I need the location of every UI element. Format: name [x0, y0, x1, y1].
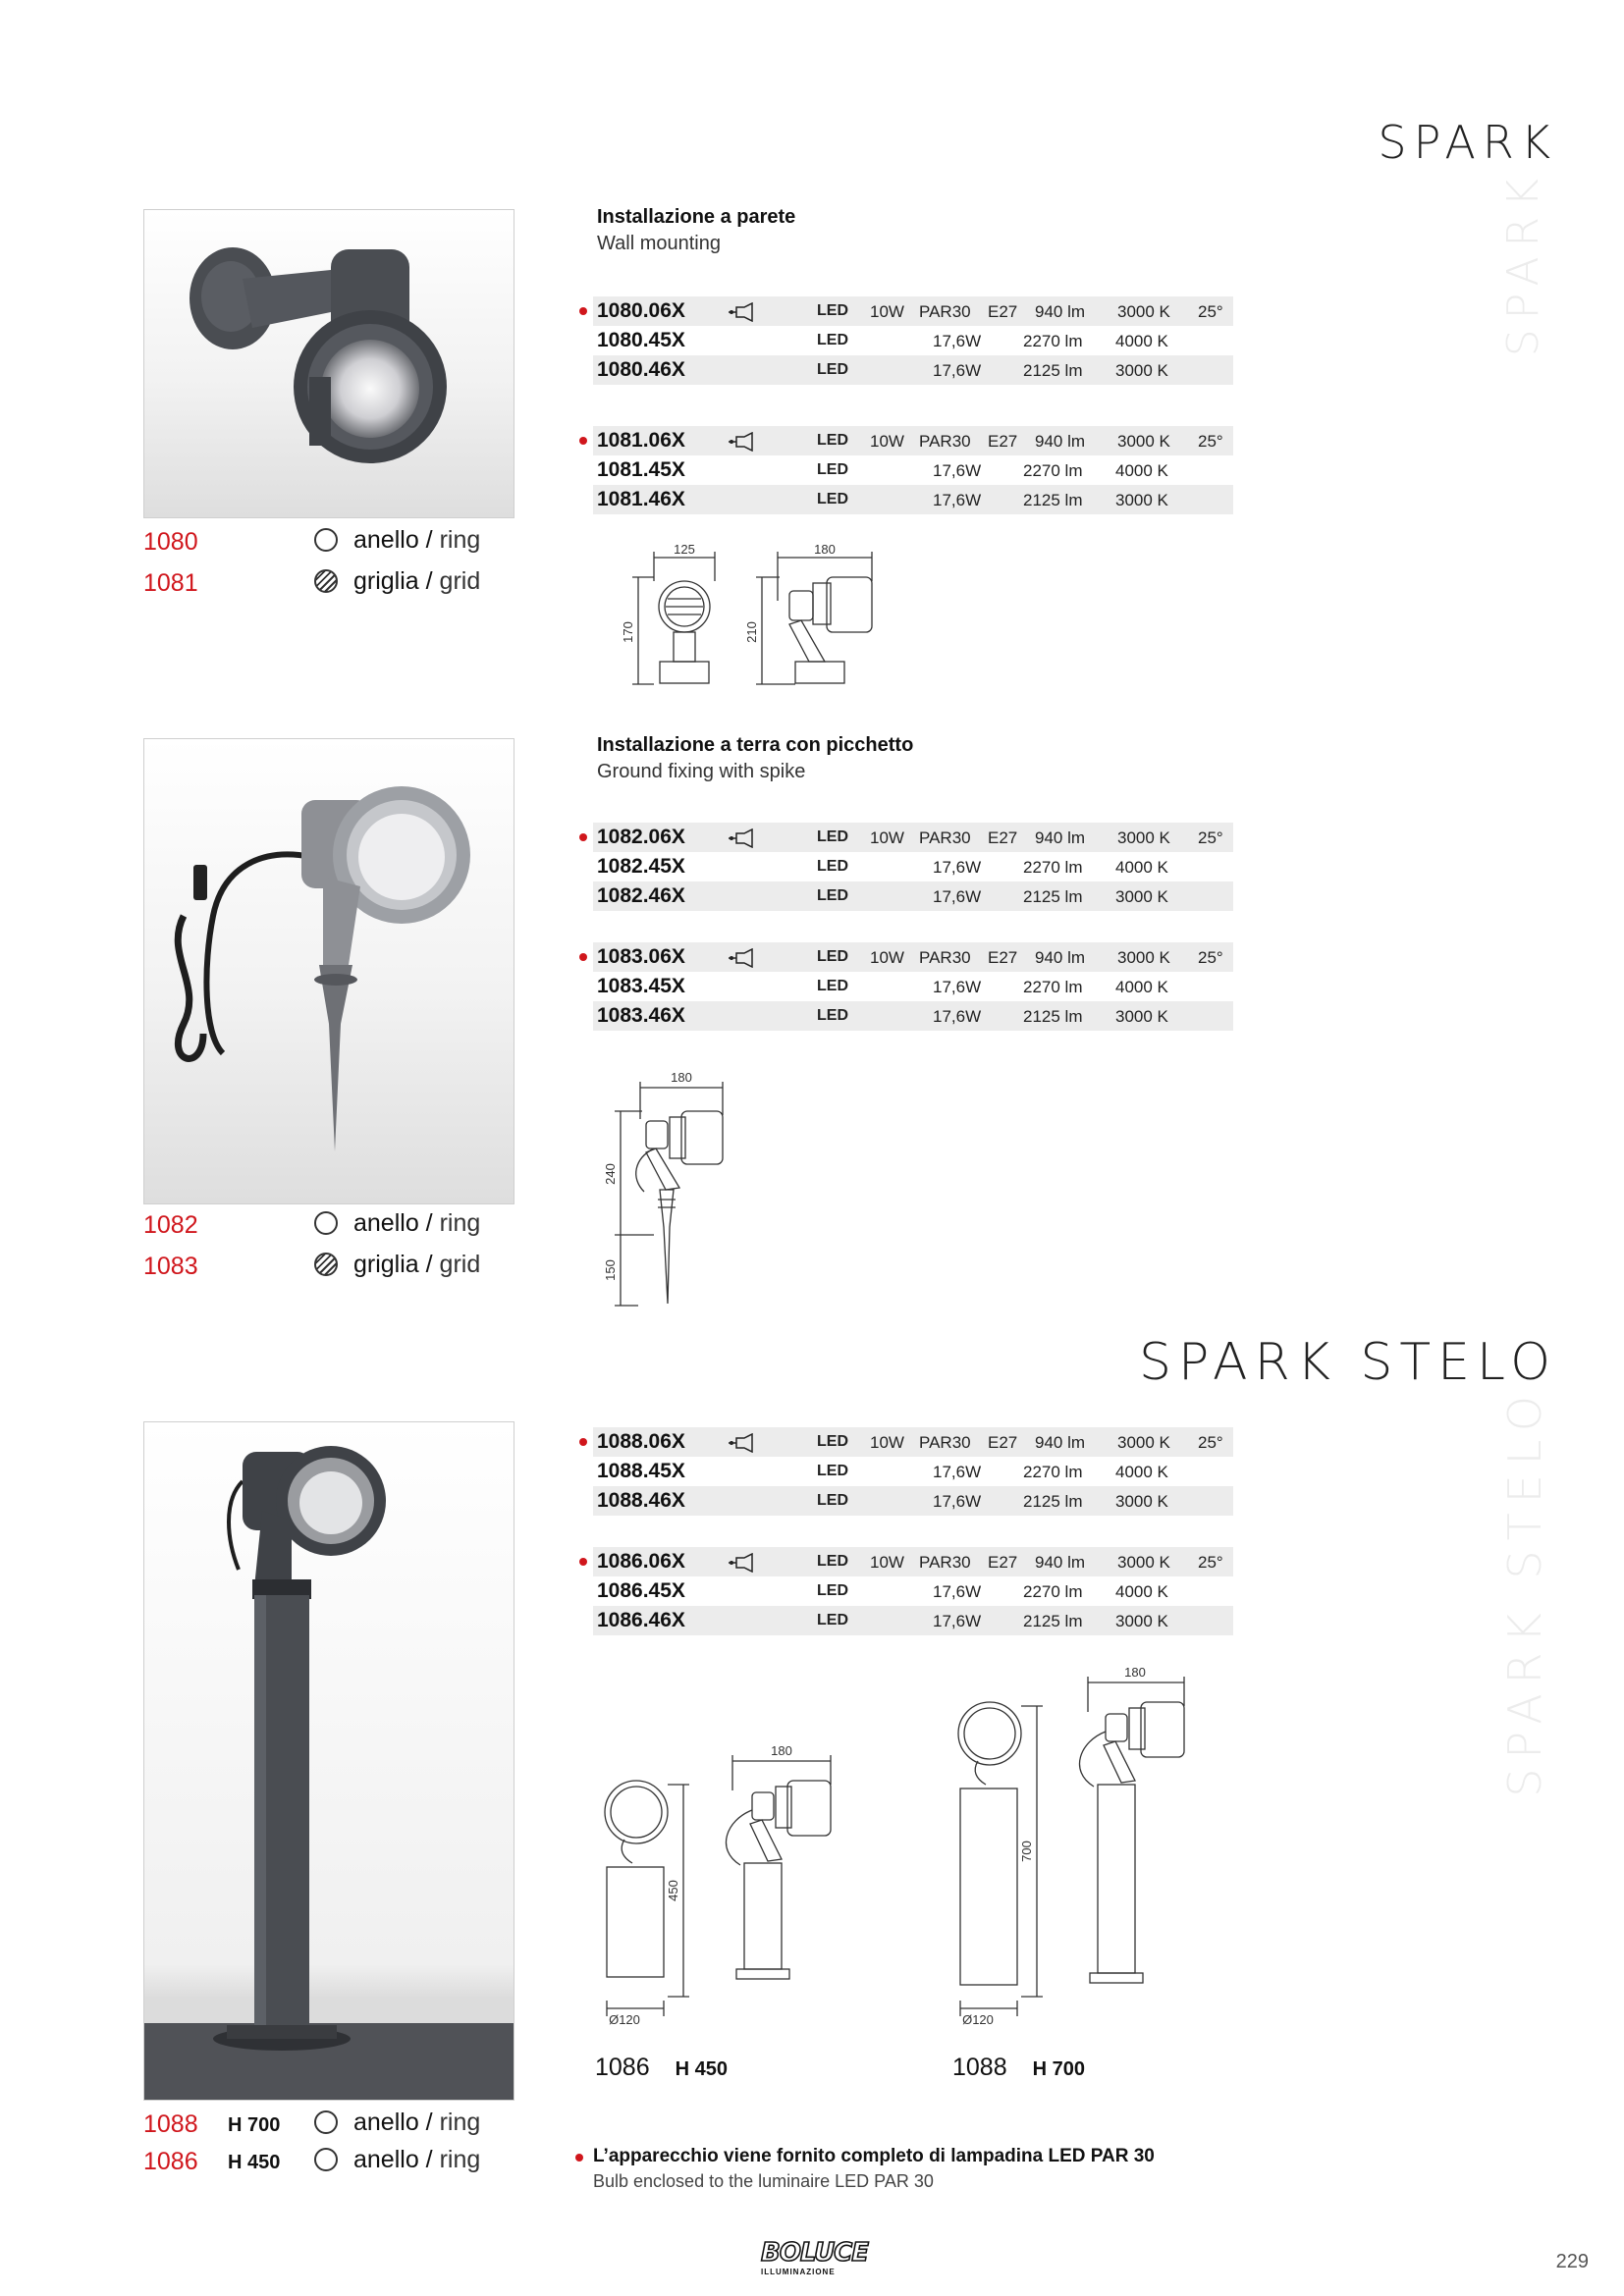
- ring-finish-icon: [314, 2148, 338, 2171]
- bulb-note: [593, 2146, 1155, 2192]
- table-row: 1086.46X LED 17,6W 2125 lm 3000 K: [593, 1606, 1233, 1635]
- dimension-drawing-1086: [589, 1741, 844, 2026]
- series-title-spark-vertical: SPARK: [1498, 169, 1548, 357]
- par-lamp-icon: [727, 828, 756, 848]
- table-row: 1082.45X LED 17,6W 2270 lm 4000 K: [597, 855, 1168, 878]
- variant-list-stelo: [143, 2109, 516, 2187]
- drawing-caption-1088: 1088 H 700: [952, 2054, 1085, 2081]
- table-row: 1080.45X LED 17,6W 2270 lm 4000 K: [597, 329, 1168, 351]
- product-photo-ground: [143, 738, 514, 1204]
- par-lamp-icon: [727, 1553, 756, 1573]
- par-lamp-icon: [727, 948, 756, 968]
- table-row: 1088.46X LED 17,6W 2125 lm 3000 K: [593, 1486, 1233, 1516]
- dimension-drawing-wall: [609, 542, 884, 699]
- variant-row: [143, 2109, 516, 2146]
- dim-label: 180: [671, 1070, 692, 1085]
- variant-code: 1083: [143, 1253, 198, 1280]
- new-dot: [579, 1438, 587, 1446]
- section-heading-ground: [597, 734, 913, 783]
- spec-table-stelo-1: [593, 1427, 1233, 1516]
- grid-finish-icon: [314, 569, 338, 593]
- spec-table-stelo-2: [593, 1547, 1233, 1635]
- variant-row: [143, 2146, 516, 2187]
- section-heading-wall: [597, 206, 795, 255]
- table-row: 1088.45X LED 17,6W 2270 lm 4000 K: [597, 1460, 1168, 1482]
- wall-lamp-illustration: [144, 210, 514, 517]
- variant-code: 1086: [143, 2148, 198, 2175]
- table-row: 1082.06X LED 10W PAR30 E27 940 lm 3000 K 25°: [593, 823, 1233, 852]
- par-lamp-icon: [727, 432, 756, 452]
- variant-height: H 700: [228, 2114, 281, 2136]
- table-row: 1086.45X LED 17,6W 2270 lm 4000 K: [597, 1579, 1168, 1602]
- variant-code: 1081: [143, 569, 198, 597]
- dim-label: 700: [1019, 1841, 1034, 1862]
- table-row: 1080.06X LED 10W PAR30 E27 940 lm 3000 K 25°: [593, 296, 1233, 326]
- table-row: 1083.45X LED 17,6W 2270 lm 4000 K: [597, 975, 1168, 997]
- new-dot: [579, 833, 587, 841]
- table-row: 1083.06X LED 10W PAR30 E27 940 lm 3000 K 25°: [593, 942, 1233, 972]
- bollard-lamp-illustration: [144, 1422, 514, 2100]
- grid-finish-icon: [314, 1253, 338, 1276]
- series-title-spark-stelo-vertical: SPARK STELO: [1498, 1386, 1551, 1797]
- dim-label: 450: [666, 1880, 680, 1901]
- section-title-en: Wall mounting: [597, 233, 721, 254]
- new-dot: [579, 953, 587, 961]
- dim-label: 180: [771, 1743, 792, 1758]
- dim-label: 180: [1124, 1665, 1146, 1680]
- variant-list-ground: [143, 1209, 516, 1292]
- new-dot: [579, 437, 587, 445]
- dim-label: 170: [621, 621, 635, 643]
- variant-label: anello / ring: [353, 2146, 481, 2173]
- variant-label: griglia / grid: [353, 567, 481, 595]
- page-number: 229: [1555, 2251, 1589, 2272]
- dim-label: 210: [744, 621, 759, 643]
- par-lamp-icon: [727, 1433, 756, 1453]
- dim-label: Ø120: [609, 2012, 640, 2026]
- table-row: 1083.46X LED 17,6W 2125 lm 3000 K: [593, 1001, 1233, 1031]
- variant-height: H 450: [228, 2152, 281, 2173]
- note-dot: [575, 2154, 583, 2162]
- variant-list-wall: [143, 526, 516, 609]
- variant-code: 1080: [143, 528, 198, 556]
- spec-table-wall-1: [593, 296, 1233, 385]
- spike-lamp-illustration: [144, 739, 514, 1203]
- product-photo-wall: [143, 209, 514, 518]
- section-title-it: Installazione a terra con picchetto: [597, 734, 914, 756]
- dimension-drawing-ground: [595, 1070, 742, 1311]
- spec-table-ground-2: [593, 942, 1233, 1031]
- variant-row: [143, 1251, 516, 1292]
- series-title-spark: SPARK: [1378, 116, 1557, 169]
- dim-label: 125: [674, 542, 695, 557]
- drawing-caption-1086: 1086 H 450: [595, 2054, 728, 2081]
- note-en: Bulb enclosed to the luminaire LED PAR 30: [593, 2171, 934, 2191]
- new-dot: [579, 307, 587, 315]
- par-lamp-icon: [727, 302, 756, 322]
- ring-finish-icon: [314, 1211, 338, 1235]
- spec-table-wall-2: [593, 426, 1233, 514]
- dim-label: 150: [603, 1259, 618, 1281]
- spec-table-ground-1: [593, 823, 1233, 911]
- ring-finish-icon: [314, 528, 338, 552]
- ring-finish-icon: [314, 2110, 338, 2134]
- product-photo-stelo: [143, 1421, 514, 2101]
- table-row: 1086.06X LED 10W PAR30 E27 940 lm 3000 K 25°: [593, 1547, 1233, 1576]
- note-it: L’apparecchio viene fornito completo di lampadina LED PAR 30: [593, 2146, 1155, 2166]
- table-row: 1082.46X LED 17,6W 2125 lm 3000 K: [593, 881, 1233, 911]
- dim-label: 240: [603, 1163, 618, 1185]
- series-title-spark-stelo: SPARK STELO: [1138, 1333, 1557, 1392]
- new-dot: [579, 1558, 587, 1566]
- dim-label: 180: [814, 542, 836, 557]
- section-title-it: Installazione a parete: [597, 206, 796, 228]
- table-row: 1081.46X LED 17,6W 2125 lm 3000 K: [593, 485, 1233, 514]
- table-row: 1080.46X LED 17,6W 2125 lm 3000 K: [593, 355, 1233, 385]
- variant-label: anello / ring: [353, 526, 481, 554]
- boluce-logo: BOLUCE ILLUMINAZIONE: [761, 2238, 869, 2276]
- variant-label: anello / ring: [353, 2109, 481, 2136]
- variant-code: 1088: [143, 2110, 198, 2138]
- dimension-drawing-1088: [943, 1663, 1198, 2026]
- variant-row: [143, 526, 516, 567]
- table-row: 1081.45X LED 17,6W 2270 lm 4000 K: [597, 458, 1168, 481]
- table-row: 1081.06X LED 10W PAR30 E27 940 lm 3000 K 25°: [593, 426, 1233, 455]
- variant-row: [143, 1209, 516, 1251]
- variant-label: anello / ring: [353, 1209, 481, 1237]
- section-title-en: Ground fixing with spike: [597, 761, 806, 782]
- variant-row: [143, 567, 516, 609]
- table-row: 1088.06X LED 10W PAR30 E27 940 lm 3000 K 25°: [593, 1427, 1233, 1457]
- dim-label: Ø120: [962, 2012, 994, 2026]
- variant-label: griglia / grid: [353, 1251, 481, 1278]
- variant-code: 1082: [143, 1211, 198, 1239]
